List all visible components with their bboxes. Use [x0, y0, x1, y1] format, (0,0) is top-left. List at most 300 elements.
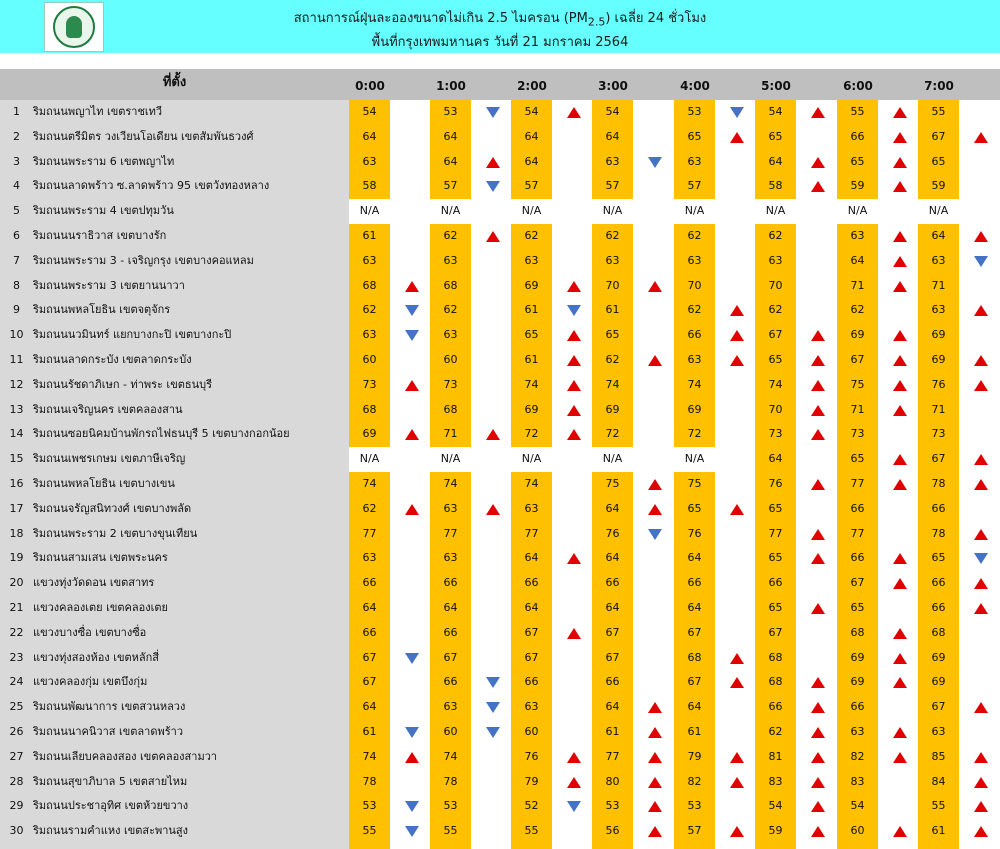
pm25-value: 62	[687, 303, 702, 317]
table-row	[0, 422, 1000, 447]
pm25-value: 74	[524, 377, 539, 391]
pm25-value: 53	[443, 105, 458, 118]
trend-up-icon	[486, 157, 500, 168]
pm25-value: 74	[687, 377, 702, 391]
pm25-value: 61	[362, 725, 377, 738]
station-name: ริมถนนพระราม 3 - เจริญกรุง เขตบางคอแหลม	[33, 253, 254, 267]
pm25-value: 68	[443, 402, 458, 416]
table-row	[0, 794, 1000, 819]
pm25-value: 70	[768, 278, 783, 292]
trend-up-icon	[974, 529, 988, 540]
pm25-value: 64	[768, 154, 783, 168]
trend-up-icon	[486, 504, 500, 515]
pm25-value: 68	[768, 675, 783, 689]
pm25-value: N/A	[674, 199, 715, 224]
pm25-value: 76	[524, 749, 539, 763]
pm25-value: 65	[768, 551, 783, 565]
table-row	[0, 199, 1000, 224]
trend-up-icon	[648, 777, 662, 788]
pm25-value: 60	[443, 725, 458, 738]
pm25-value: 73	[768, 427, 783, 441]
location-header: ที่ตั้ง	[162, 75, 187, 90]
pm25-value: 69	[524, 402, 539, 416]
trend-up-icon	[486, 231, 500, 242]
trend-up-icon	[811, 405, 825, 416]
trend-down-icon	[486, 727, 500, 738]
trend-up-icon	[974, 752, 988, 763]
pm25-value: 76	[605, 526, 620, 540]
pm25-value: 64	[850, 253, 865, 267]
pm25-value: 66	[443, 675, 458, 689]
row-number: 7	[13, 253, 20, 267]
pm25-value: 73	[362, 377, 377, 391]
pm25-value: 64	[605, 700, 620, 714]
pm25-value: 77	[850, 526, 865, 540]
station-name: แขวงบางซื่อ เขตบางซื่อ	[33, 625, 147, 639]
time-header: 4:00	[680, 79, 710, 93]
trend-down-icon	[405, 653, 419, 664]
pm25-value: 63	[443, 501, 458, 515]
pm25-value: 69	[605, 402, 620, 416]
pm25-value: 64	[931, 229, 946, 242]
pm25-value: 68	[362, 402, 377, 416]
table-row	[0, 398, 1000, 423]
pm25-value: 65	[524, 328, 539, 342]
pm25-value: 66	[931, 601, 946, 614]
pm25-value: 58	[362, 179, 377, 193]
pm25-value: 76	[687, 526, 702, 540]
row-number: 23	[9, 650, 24, 664]
trend-up-icon	[974, 380, 988, 391]
trend-up-icon	[811, 529, 825, 540]
trend-down-icon	[486, 702, 500, 713]
pm25-value: 63	[687, 154, 702, 168]
pm25-value: 74	[605, 377, 620, 391]
table-row	[0, 174, 1000, 199]
station-name: แขวงคลองเตย เขตคลองเตย	[33, 601, 168, 614]
trend-down-icon	[486, 107, 500, 118]
pm25-value: 75	[687, 477, 702, 490]
pm25-value: 63	[931, 253, 946, 267]
time-header: 7:00	[924, 79, 954, 93]
row-number: 2	[13, 129, 20, 143]
pm25-value: 80	[605, 774, 620, 788]
trend-up-icon	[893, 826, 907, 837]
trend-up-icon	[730, 653, 744, 664]
pm25-value: 55	[362, 824, 377, 838]
pm25-value: N/A	[918, 199, 959, 224]
trend-up-icon	[811, 777, 825, 788]
trend-up-icon	[974, 578, 988, 589]
row-number: 14	[9, 427, 24, 441]
pm25-value: 53	[443, 799, 458, 813]
pm25-value: 66	[524, 675, 539, 689]
pm25-value: 62	[768, 725, 783, 738]
title-text-post: ) เฉลี่ย 24 ชั่วโมง	[605, 11, 707, 26]
pm25-value: 59	[931, 179, 946, 193]
pm25-value: 62	[687, 229, 702, 242]
station-name: ริมถนนตรีมิตร วงเวียนโอเดียน เขตสัมพันธวงศ์	[33, 129, 254, 143]
pm25-value: 62	[443, 303, 458, 317]
pm25-value: 64	[362, 700, 377, 714]
pm25-value: 63	[362, 551, 377, 565]
pm25-value: 61	[362, 229, 377, 242]
pm25-value: 54	[768, 105, 783, 118]
trend-up-icon	[974, 305, 988, 316]
trend-up-icon	[811, 603, 825, 614]
trend-up-icon	[893, 727, 907, 738]
trend-up-icon	[405, 752, 419, 763]
trend-up-icon	[811, 801, 825, 812]
pm25-value: 81	[768, 749, 783, 763]
pm25-value: 63	[524, 700, 539, 714]
trend-up-icon	[648, 281, 662, 292]
table-row	[0, 497, 1000, 522]
pm25-value: 67	[362, 650, 377, 664]
pm25-value: 54	[605, 105, 620, 118]
pm25-value: N/A	[349, 447, 390, 472]
trend-up-icon	[893, 752, 907, 763]
table-row	[0, 323, 1000, 348]
pm25-value: 69	[850, 328, 865, 342]
pm25-value: 67	[768, 625, 783, 639]
trend-up-icon	[893, 231, 907, 242]
pm25-value: 64	[443, 601, 458, 614]
pm25-value: 52	[524, 799, 539, 813]
pm25-value: N/A	[349, 199, 390, 224]
pm25-value: N/A	[430, 199, 471, 224]
trend-up-icon	[974, 702, 988, 713]
pm25-value: 63	[524, 253, 539, 267]
pm25-value: N/A	[430, 447, 471, 472]
row-number: 4	[13, 179, 20, 193]
pm25-value: 70	[605, 278, 620, 292]
trend-down-icon	[405, 801, 419, 812]
trend-up-icon	[811, 330, 825, 341]
pm25-value: 65	[931, 154, 946, 168]
table-row	[0, 348, 1000, 373]
station-name: ริมถนนนาคนิวาส เขตลาดพร้าว	[33, 725, 183, 738]
pm25-value: 63	[768, 253, 783, 267]
table-row	[0, 571, 1000, 596]
station-name: ริมถนนพระราม 6 เขตพญาไท	[33, 154, 175, 168]
pm25-value: 79	[687, 749, 702, 763]
station-name: ริมถนนพัฒนาการ เขตสวนหลวง	[33, 700, 186, 714]
pm25-value: 66	[850, 700, 865, 714]
trend-up-icon	[730, 777, 744, 788]
pm25-value: 71	[931, 278, 946, 292]
pm25-value: 65	[850, 154, 865, 168]
pm25-value: 67	[931, 700, 946, 714]
table-row	[0, 770, 1000, 795]
pm25-value: 65	[687, 129, 702, 143]
trend-up-icon	[730, 826, 744, 837]
trend-up-icon	[974, 355, 988, 366]
table-row	[0, 745, 1000, 770]
station-name: ริมถนนประชาอุทิศ เขตห้วยขวาง	[33, 799, 189, 813]
pm25-value: 67	[931, 129, 946, 143]
pm25-value: 67	[850, 576, 865, 590]
pm25-value: 53	[687, 799, 702, 813]
pm25-value: 64	[687, 551, 702, 565]
pm25-value: 82	[850, 749, 865, 763]
table-row	[0, 373, 1000, 398]
table-row	[0, 819, 1000, 844]
pm25-value: 61	[931, 824, 946, 838]
row-number: 5	[13, 204, 20, 218]
pm25-value: 59	[768, 824, 783, 838]
station-name: แขวงคลองกุ่ม เขตบึงกุ่ม	[33, 675, 148, 689]
pm25-value: 73	[850, 427, 865, 441]
time-header: 0:00	[355, 79, 385, 93]
row-number: 21	[9, 601, 24, 614]
pm25-value: 67	[850, 353, 865, 366]
table-row	[0, 274, 1000, 299]
station-name: ริมถนนสามเสน เขตพระนคร	[33, 551, 168, 565]
pm25-value: 66	[931, 576, 946, 590]
pm25-value: 65	[768, 129, 783, 143]
trend-up-icon	[974, 801, 988, 812]
trend-up-icon	[567, 355, 581, 366]
pm25-value: 64	[605, 601, 620, 614]
pm25-value: 61	[687, 725, 702, 738]
station-name: ริมถนนพหลโยธิน เขตจตุจักร	[33, 303, 171, 317]
station-name: ริมถนนพระราม 2 เขตบางขุนเทียน	[33, 526, 198, 540]
pm25-value: 74	[362, 749, 377, 763]
pm25-value: 65	[768, 601, 783, 614]
pm25-value: 64	[687, 700, 702, 714]
pm25-value: 79	[524, 774, 539, 788]
row-number: 18	[9, 526, 24, 540]
station-name: ริมถนนเจริญนคร เขตคลองสาน	[33, 402, 183, 416]
pm25-value: 65	[850, 601, 865, 614]
trend-up-icon	[567, 330, 581, 341]
pm25-value: 65	[768, 501, 783, 515]
pm25-value: 68	[931, 625, 946, 639]
pm25-value: 63	[605, 253, 620, 267]
pm25-value: 64	[605, 551, 620, 565]
pm25-value: 67	[687, 675, 702, 689]
trend-up-icon	[730, 132, 744, 143]
trend-down-icon	[648, 157, 662, 168]
pm25-value: 53	[605, 799, 620, 813]
pm25-value: N/A	[755, 199, 796, 224]
trend-up-icon	[730, 305, 744, 316]
pm25-value: 72	[605, 427, 620, 441]
pm25-value: 63	[850, 725, 865, 738]
row-number: 25	[9, 700, 24, 714]
row-number: 1	[13, 105, 20, 118]
trend-down-icon	[648, 529, 662, 540]
pm25-value: 64	[443, 154, 458, 168]
trend-up-icon	[730, 330, 744, 341]
title-subscript: 2.5	[587, 15, 606, 29]
trend-up-icon	[893, 330, 907, 341]
pm25-value: 70	[768, 402, 783, 416]
pm25-value: 54	[362, 105, 377, 118]
trend-up-icon	[974, 454, 988, 465]
pm25-value: 77	[362, 526, 377, 540]
row-number: 20	[9, 576, 24, 590]
table-row	[0, 596, 1000, 621]
pm25-value: 64	[687, 601, 702, 614]
pm25-value: 73	[443, 377, 458, 391]
pm25-value: 63	[362, 253, 377, 267]
pm25-value: 67	[524, 650, 539, 664]
pm25-value: N/A	[837, 199, 878, 224]
table-row	[0, 720, 1000, 745]
row-number: 28	[9, 774, 24, 788]
pm25-value: 78	[362, 774, 377, 788]
row-number: 30	[9, 824, 24, 838]
trend-up-icon	[567, 380, 581, 391]
pm25-value: 58	[768, 179, 783, 193]
trend-up-icon	[730, 677, 744, 688]
row-number: 22	[9, 625, 24, 639]
pm25-value: 64	[605, 129, 620, 143]
pm25-value: 53	[362, 799, 377, 813]
pm25-value: 64	[362, 601, 377, 614]
row-number: 29	[9, 799, 24, 813]
trend-up-icon	[811, 826, 825, 837]
pm25-value: 75	[605, 477, 620, 490]
trend-up-icon	[811, 157, 825, 168]
station-name: ริมถนนพระราม 3 เขตยานนาวา	[33, 278, 185, 292]
pm25-value: 62	[362, 501, 377, 515]
pm25-value: 62	[362, 303, 377, 317]
pm25-value: 66	[687, 328, 702, 342]
pm25-value: 54	[768, 799, 783, 813]
station-name: ริมถนนพระราม 4 เขตปทุมวัน	[33, 204, 174, 218]
time-header: 2:00	[517, 79, 547, 93]
trend-up-icon	[648, 702, 662, 713]
trend-up-icon	[893, 132, 907, 143]
pm25-value: 69	[931, 328, 946, 342]
pm25-value: 74	[443, 749, 458, 763]
trend-up-icon	[648, 752, 662, 763]
trend-up-icon	[893, 454, 907, 465]
table-row	[0, 447, 1000, 472]
row-number: 15	[9, 452, 24, 466]
pm25-value: 66	[850, 501, 865, 515]
pm25-value: 66	[768, 700, 783, 714]
pm25-value: 65	[605, 328, 620, 342]
pm25-value: 64	[524, 601, 539, 614]
time-header: 3:00	[598, 79, 628, 93]
pm25-value: 55	[850, 105, 865, 118]
station-name: ริมถนนนวมินทร์ แยกบางกะปิ เขตบางกะปิ	[33, 328, 232, 342]
pm25-value: 63	[931, 303, 946, 317]
station-name: ริมถนนซอยนิคมบ้านพักรถไฟธนบุรี 5 เขตบางกอกน้อย	[33, 427, 290, 441]
pm25-value: 55	[524, 824, 539, 838]
table-row	[0, 522, 1000, 547]
pm25-value: 66	[443, 576, 458, 590]
pm25-value: 62	[524, 229, 539, 242]
pm25-value: 55	[931, 799, 946, 813]
pm25-value: 69	[850, 650, 865, 664]
pm25-value: 85	[931, 749, 946, 763]
pm25-value: 68	[768, 650, 783, 664]
trend-up-icon	[811, 380, 825, 391]
pm25-value: 53	[687, 105, 702, 118]
trend-up-icon	[893, 628, 907, 639]
trend-up-icon	[405, 380, 419, 391]
trend-up-icon	[893, 653, 907, 664]
pm25-value: 74	[768, 377, 783, 391]
trend-up-icon	[974, 777, 988, 788]
trend-up-icon	[811, 702, 825, 713]
page-subtitle: พื้นที่กรุงเทพมหานคร วันที่ 21 มกราคม 2564	[371, 35, 629, 50]
row-number: 12	[9, 377, 24, 391]
pm25-value: 63	[362, 328, 377, 342]
trend-up-icon	[811, 479, 825, 490]
trend-up-icon	[974, 132, 988, 143]
pm25-value: 60	[850, 824, 865, 838]
trend-up-icon	[893, 181, 907, 192]
pm25-value: 54	[850, 799, 865, 813]
trend-up-icon	[893, 107, 907, 118]
trend-down-icon	[405, 727, 419, 738]
pm25-value: 84	[931, 774, 946, 788]
pm25-value: 55	[443, 824, 458, 838]
pm25-value: 77	[524, 526, 539, 540]
trend-up-icon	[893, 380, 907, 391]
station-name: ริมถนนเลียบคลองสอง เขตคลองสามวา	[33, 749, 218, 763]
pm25-value: N/A	[592, 447, 633, 472]
pm25-value: 63	[850, 229, 865, 242]
pm25-value: 78	[443, 774, 458, 788]
pm25-value: 64	[605, 501, 620, 515]
station-name: ริมถนนจรัญสนิทวงศ์ เขตบางพลัด	[33, 501, 192, 515]
pm25-value: 70	[687, 278, 702, 292]
trend-up-icon	[811, 727, 825, 738]
trend-up-icon	[974, 479, 988, 490]
table-row	[0, 695, 1000, 720]
pm25-value: 65	[931, 551, 946, 565]
table-row	[0, 125, 1000, 150]
pm25-value: 60	[362, 353, 377, 366]
pm25-value: 62	[768, 229, 783, 242]
pm25-value: 55	[931, 105, 946, 118]
pm25-value: 77	[605, 749, 620, 763]
trend-up-icon	[648, 801, 662, 812]
row-number: 10	[9, 328, 24, 342]
trend-down-icon	[405, 826, 419, 837]
time-header: 6:00	[843, 79, 873, 93]
pm25-value: 71	[443, 427, 458, 441]
pm25-value: 63	[443, 253, 458, 267]
pm25-value: N/A	[674, 447, 715, 472]
time-header: 1:00	[436, 79, 466, 93]
pm25-value: 64	[362, 129, 377, 143]
trend-down-icon	[405, 305, 419, 316]
pm25-value: 66	[362, 625, 377, 639]
table-row	[0, 249, 1000, 274]
trend-up-icon	[648, 355, 662, 366]
trend-up-icon	[893, 677, 907, 688]
trend-up-icon	[567, 553, 581, 564]
trend-up-icon	[405, 429, 419, 440]
pm25-value: 78	[931, 477, 946, 490]
pm25-value: 59	[850, 179, 865, 193]
station-name: แขวงทุ่งสองห้อง เขตหลักสี่	[33, 650, 159, 664]
pm25-value: 66	[362, 576, 377, 590]
trend-down-icon	[567, 305, 581, 316]
pm25-value: 64	[524, 551, 539, 565]
pm25-value: 61	[524, 303, 539, 317]
trend-down-icon	[486, 181, 500, 192]
trend-down-icon	[974, 553, 988, 564]
